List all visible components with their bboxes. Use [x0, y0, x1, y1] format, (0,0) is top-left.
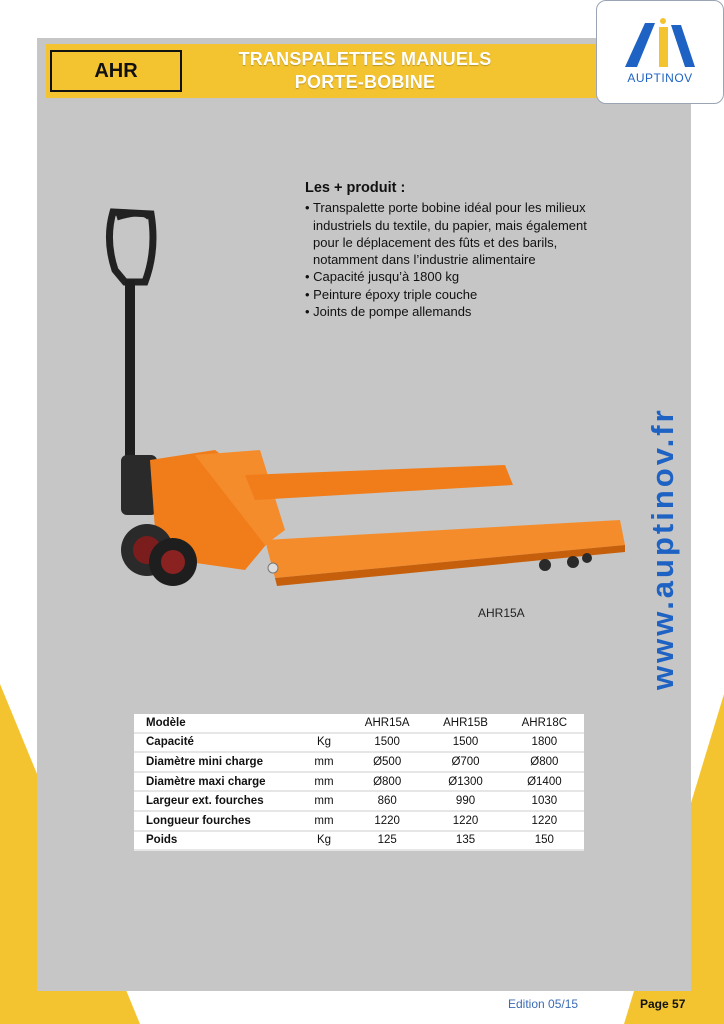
page-number: Page 57 [640, 997, 686, 1011]
header-cell: AHR15A [348, 714, 426, 733]
header-cell: AHR15B [426, 714, 504, 733]
row-value: 1500 [426, 733, 504, 753]
row-value: 1500 [348, 733, 426, 753]
row-unit: mm [300, 772, 348, 792]
row-label: Longueur fourches [134, 811, 300, 831]
row-unit: Kg [300, 733, 348, 753]
image-caption: AHR15A [478, 606, 525, 620]
feature-item: • Capacité jusqu’à 1800 kg [305, 268, 595, 285]
feature-item: • Peinture époxy triple couche [305, 286, 595, 303]
row-unit: mm [300, 752, 348, 772]
row-value: Ø700 [426, 752, 504, 772]
row-value: Ø800 [505, 752, 584, 772]
specifications-table [134, 714, 584, 851]
features-title: Les + produit : [305, 180, 406, 196]
feature-item: • Joints de pompe allemands [305, 303, 595, 320]
row-unit: mm [300, 811, 348, 831]
page-title [200, 48, 530, 94]
row-unit: Kg [300, 831, 348, 851]
model-code-badge: AHR [50, 50, 182, 92]
row-value: Ø1300 [426, 772, 504, 792]
row-value: Ø500 [348, 752, 426, 772]
row-unit: mm [300, 791, 348, 811]
header-cell: AHR18C [505, 714, 584, 733]
row-value: 860 [348, 791, 426, 811]
row-value: 1800 [505, 733, 584, 753]
row-value: 125 [348, 831, 426, 851]
logo-wordmark: AUPTINOV [627, 71, 693, 85]
edition-label: Edition 05/15 [508, 997, 579, 1011]
row-label: Poids [134, 831, 300, 851]
row-value: 1220 [348, 811, 426, 831]
header-cell [300, 714, 348, 733]
row-value: 1220 [505, 811, 584, 831]
title-line-1: TRANSPALETTES MANUELS [238, 49, 492, 69]
brand-logo[interactable] [596, 0, 724, 104]
row-value: 1220 [426, 811, 504, 831]
table-row [134, 811, 584, 831]
pallet-truck-image [95, 200, 635, 610]
feature-item: • Transpalette porte bobine idéal pour les milieux industriels du textile, du papier, mais également pour le déplacement des fûts et des barils, notamment dans l’industrie alimentaire [305, 199, 595, 268]
row-value: Ø1400 [505, 772, 584, 792]
auptinov-logo-icon [623, 17, 697, 69]
row-value: Ø800 [348, 772, 426, 792]
title-line-2: PORTE-BOBINE [294, 72, 436, 92]
row-value: 135 [426, 831, 504, 851]
row-value: 990 [426, 791, 504, 811]
table-row [134, 772, 584, 792]
table-row [134, 831, 584, 851]
row-value: 1030 [505, 791, 584, 811]
row-label: Capacité [134, 733, 300, 753]
row-label: Diamètre mini charge [134, 752, 300, 772]
website-url[interactable]: www.auptinov.fr [645, 407, 680, 690]
row-label: Largeur ext. fourches [134, 791, 300, 811]
table-row [134, 791, 584, 811]
table-row [134, 752, 584, 772]
row-label: Diamètre maxi charge [134, 772, 300, 792]
row-value: 150 [505, 831, 584, 851]
table-header-row [134, 714, 584, 733]
table-row [134, 733, 584, 753]
header-cell: Modèle [134, 714, 300, 733]
